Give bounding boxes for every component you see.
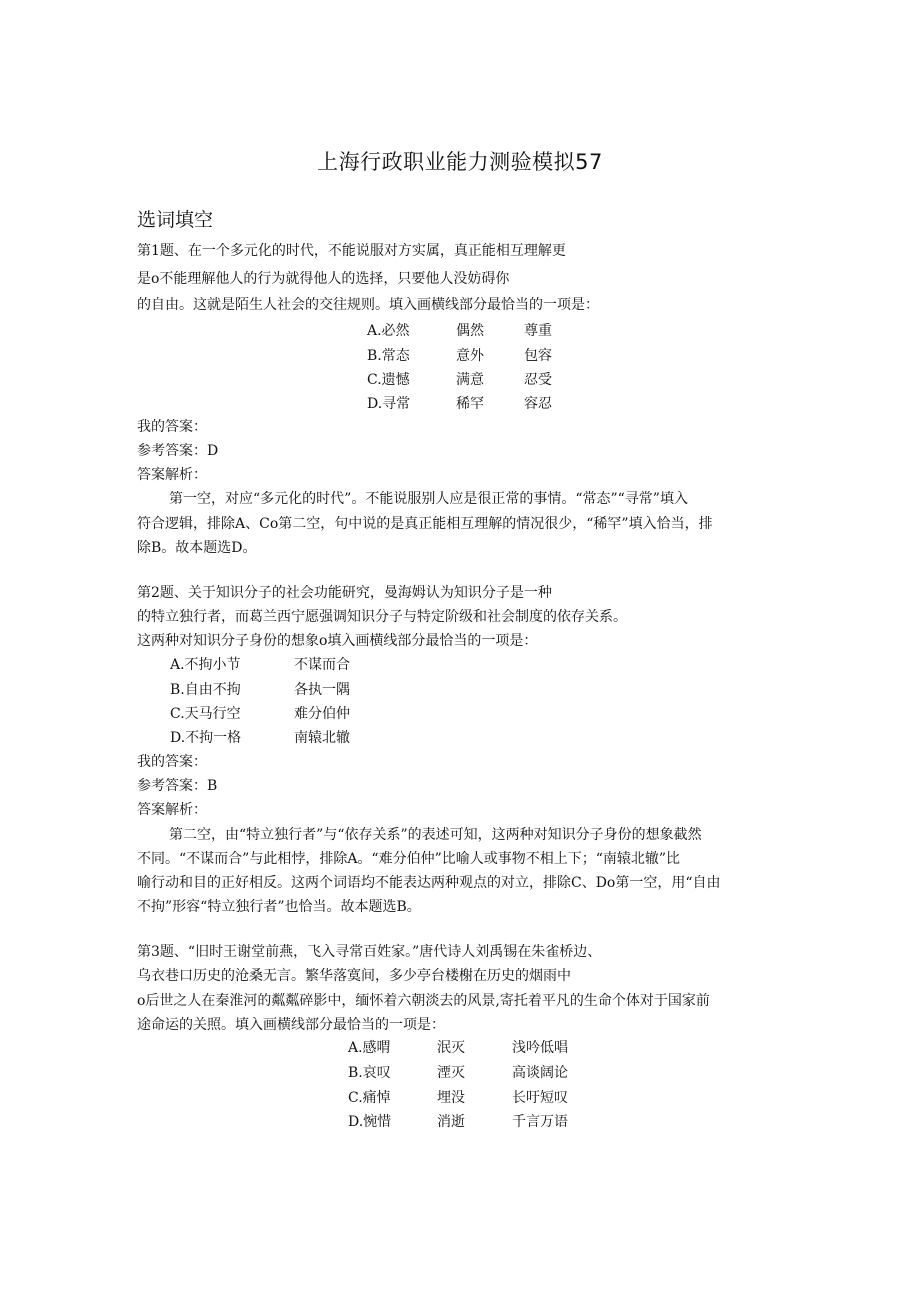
q2-analysis-line-4: 不拘”形容“特立独行者”也恰当。故本题选B。 [137, 899, 421, 915]
q1-line-2: 是o不能理解他人的行为就得他人的选择，只要他人没妨碍你 [137, 271, 510, 287]
q2-my-answer: 我的答案： [137, 754, 207, 770]
q1-option-d-2: 稀罕 [456, 396, 484, 412]
q1-analysis-line-3: 除B。故本题选D。 [137, 540, 257, 556]
q2-option-d-2: 南辕北辙 [294, 730, 350, 746]
q1-line-1: 第1题、在一个多元化的时代，不能说服对方实属，真正能相互理解更 [137, 243, 566, 259]
q2-analysis-line-1: 第二空，由“特立独行者”与“依存关系”的表述可知，这两种对知识分子身份的想象截然 [169, 827, 702, 843]
q3-option-c-1: C.痛悼 [348, 1090, 391, 1106]
q3-option-d-1: D.惋惜 [348, 1114, 392, 1130]
q3-option-b-1: B.哀叹 [348, 1065, 391, 1081]
q2-option-c-1: C.天马行空 [170, 706, 241, 722]
q1-analysis-label: 答案解析： [137, 467, 207, 483]
q3-option-b-2: 湮灭 [437, 1065, 465, 1081]
q3-option-d-2: 消逝 [437, 1114, 465, 1130]
q3-option-d-3: 千言万语 [512, 1114, 568, 1130]
q2-analysis-line-3: 喻行动和目的正好相反。这两个词语均不能表达两种观点的对立，排除C、Do第一空，用“自由 [137, 875, 721, 891]
q3-option-c-3: 长吁短叹 [512, 1090, 568, 1106]
q2-analysis-label: 答案解析： [137, 802, 207, 818]
q1-option-b-3: 包容 [524, 348, 552, 364]
q1-option-a-3: 尊重 [524, 323, 552, 339]
q1-option-c-3: 忍受 [524, 372, 552, 388]
q1-option-a-1: A.必然 [367, 323, 410, 339]
q2-reference-answer: 参考答案：B [137, 778, 218, 794]
q2-line-2: 的特立独行者，而葛兰西宁愿强调知识分子与特定阶级和社会制度的依存关系。 [137, 609, 627, 625]
q3-option-a-3: 浅吟低唱 [512, 1040, 568, 1056]
q1-my-answer: 我的答案： [137, 419, 207, 435]
q2-option-b-1: B.自由不拘 [170, 682, 241, 698]
q2-analysis-line-2: 不同。“不谋而合”与此相悖，排除A。“难分伯仲”比喻人或事物不相上下；“南辕北辙”比 [137, 851, 681, 867]
section-heading: 选词填空 [137, 209, 214, 231]
q1-option-a-2: 偶然 [456, 323, 484, 339]
q3-option-a-2: 泯灭 [437, 1040, 465, 1056]
q1-option-b-2: 意外 [456, 348, 484, 364]
q1-option-d-1: D.寻常 [367, 396, 411, 412]
q1-option-c-1: C.遗憾 [367, 372, 410, 388]
q2-option-a-2: 不谋而合 [294, 657, 350, 673]
q1-analysis-line-1: 第一空，对应“多元化的时代”。不能说服别人应是很正常的事情。“常态”“寻常”填入 [169, 491, 688, 507]
q3-option-b-3: 高谈阔论 [512, 1065, 568, 1081]
q2-option-d-1: D.不拘一格 [170, 730, 242, 746]
q1-reference-answer: 参考答案：D [137, 443, 219, 459]
q2-option-a-1: A.不拘小节 [170, 657, 241, 673]
q2-option-c-2: 难分伯仲 [294, 706, 350, 722]
q3-option-a-1: A.感喟 [348, 1040, 391, 1056]
q1-option-b-1: B.常态 [367, 348, 410, 364]
q1-option-d-3: 容忍 [524, 396, 552, 412]
q1-line-3: 的自由。这就是陌生人社会的交往规则。填入画横线部分最恰当的一项是： [137, 297, 599, 313]
q3-line-4: 途命运的关照。填入画横线部分最恰当的一项是： [137, 1017, 445, 1033]
q1-option-c-2: 满意 [456, 372, 484, 388]
q3-line-1: 第3题、“旧时王谢堂前燕，飞入寻常百姓家。”唐代诗人刘禹锡在朱雀桥边、 [137, 944, 602, 960]
page-title: 上海行政职业能力测验模拟57 [317, 150, 603, 174]
q3-line-2: 乌衣巷口历史的沧桑无言。繁华落寞间，多少亭台楼榭在历史的烟雨中 [137, 968, 571, 984]
q3-line-3: o后世之人在秦淮河的粼粼碎影中，缅怀着六朝淡去的风景,寄托着平凡的生命个体对于国家前 [137, 993, 710, 1009]
q3-option-c-2: 埋没 [437, 1090, 465, 1106]
q1-analysis-line-2: 符合逻辑，排除A、Co第二空，句中说的是真正能相互理解的情况很少，“稀罕”填入恰当，排 [137, 516, 713, 532]
q2-line-3: 这两种对知识分子身份的想象o填入画横线部分最恰当的一项是： [137, 633, 538, 649]
q2-line-1: 第2题、关于知识分子的社会功能研究，曼海姆认为知识分子是一种 [137, 585, 552, 601]
q2-option-b-2: 各执一隅 [294, 682, 350, 698]
